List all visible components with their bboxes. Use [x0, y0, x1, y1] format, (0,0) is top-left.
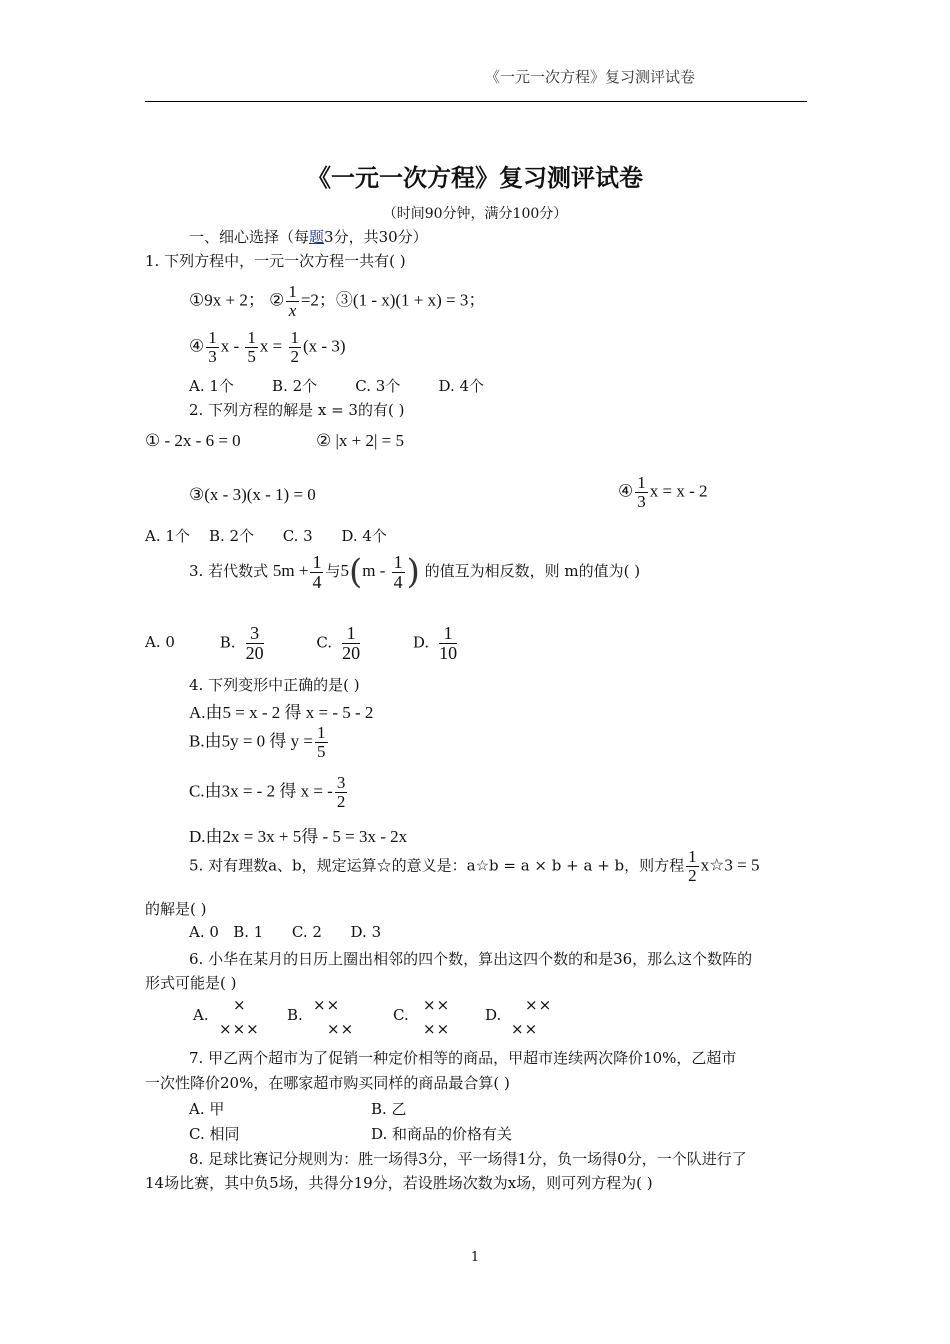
q5-options: A. 0 B. 1 C. 2 D. 3 — [189, 923, 382, 941]
fraction-numerator: 1 — [288, 282, 297, 301]
q3-option-b-fraction — [246, 624, 264, 663]
q1-eq4-mid1: x - — [220, 336, 244, 356]
fraction-numerator: 3 — [336, 773, 346, 792]
q1-eq4-frac1 — [206, 329, 219, 366]
fraction-denominator: 3 — [637, 491, 646, 511]
running-header: 《一元一次方程》复习测评试卷 — [484, 68, 695, 86]
header-rule — [145, 101, 807, 102]
fraction-denominator: x — [288, 300, 297, 320]
q3-options — [145, 624, 459, 663]
q5-pre: 5. 对有理数a、b，规定运算☆的意义是：a☆b = a × b + a + b，则方程 — [189, 856, 685, 875]
q6-option-b-label: B. — [287, 1006, 303, 1024]
q3-post: 的值互为相反数，则 m的值为( ) — [424, 562, 641, 580]
q4-option-b-fraction — [315, 724, 328, 761]
fraction-numerator: 3 — [246, 624, 264, 644]
q6-option-c-top: ×× — [423, 996, 451, 1014]
fraction-denominator: 2 — [688, 865, 697, 885]
q3-option-b-label: B. — [219, 633, 236, 652]
fraction-denominator: 2 — [336, 791, 346, 811]
q6-option-a-top: × — [233, 996, 247, 1014]
q3-frac1 — [310, 553, 323, 592]
q3-option-c-fraction — [342, 624, 360, 663]
q4-stem: 4. 下列变形中正确的是( ) — [189, 676, 360, 694]
q1-eq1: ①9x + 2； — [189, 290, 265, 310]
fraction-denominator: 20 — [342, 642, 361, 663]
q4-option-b-text: B.由5y = 0 得 y = — [189, 731, 314, 751]
fraction-numerator: 1 — [688, 847, 697, 866]
q4-option-a: A.由5 = x - 2 得 x = - 5 - 2 — [189, 703, 374, 722]
q3-frac2 — [392, 553, 405, 592]
q3-mid: 与 — [325, 562, 341, 580]
q2-options: A. 1个 B. 2个 C. 3 D. 4个 — [145, 527, 387, 545]
q1-eq4-mid2: x = — [259, 336, 287, 356]
q6-option-c — [393, 996, 483, 1040]
q1-eq2-post: =2；③(1 - x)(1 + x) = 3； — [300, 290, 486, 310]
fraction-denominator: 5 — [247, 346, 256, 366]
q8-line1: 8. 足球比赛记分规则为：胜一场得3分，平一场得1分，负一场得0分，一个队进行了 — [189, 1150, 747, 1168]
q6-option-d — [485, 996, 575, 1040]
fraction-numerator: 1 — [208, 328, 217, 347]
q1-eq4-post: (x - 3) — [303, 336, 346, 356]
q2-eq4-pre: ④ — [618, 481, 634, 501]
q7-option-a: A. 甲 — [189, 1100, 225, 1118]
page-subtitle: （时间90分钟，满分100分） — [382, 206, 568, 222]
q5-fraction — [686, 848, 699, 885]
left-paren: ( — [348, 552, 363, 592]
fraction-numerator: 1 — [290, 328, 300, 347]
fraction-denominator: 20 — [245, 642, 264, 663]
q6-option-b-bottom: ×× — [327, 1020, 355, 1038]
q3-option-a: A. 0 — [145, 633, 175, 652]
q7-line2: 一次性降价20%，在哪家超市购买同样的商品最合算( ) — [145, 1074, 510, 1092]
right-paren: ) — [406, 552, 420, 592]
q6-option-c-label: C. — [393, 1006, 409, 1024]
q2-eq4-fraction — [635, 474, 648, 511]
q2-eq4-post: x = x - 2 — [649, 481, 708, 501]
q3-expr1: 5m + — [272, 561, 309, 580]
q7-option-c: C. 相同 — [189, 1125, 240, 1143]
fraction-numerator: 1 — [342, 624, 360, 644]
q6-option-c-bottom: ×× — [423, 1020, 451, 1038]
fraction-denominator: 4 — [312, 571, 322, 592]
q6-option-d-label: D. — [485, 1006, 502, 1024]
fraction-denominator: 5 — [317, 741, 326, 761]
fraction-numerator: 1 — [439, 624, 457, 644]
q7-line1: 7. 甲乙两个超市为了促销一种定价相等的商品，甲超市连续两次降价10%，乙超市 — [189, 1049, 737, 1067]
q1-stem: 1. 下列方程中，一元一次方程一共有( ) — [145, 252, 406, 270]
q1-eq4-frac3 — [289, 329, 302, 366]
section-heading-post: 3分，共30分） — [324, 228, 428, 246]
q7-option-b: B. 乙 — [371, 1100, 407, 1118]
q1-eq4-pre: ④ — [189, 336, 205, 356]
q1-eq4-frac2 — [245, 329, 258, 366]
q4-option-b — [189, 724, 330, 761]
q3-option-d-label: D. — [412, 633, 430, 652]
q3-option-d-fraction — [439, 624, 457, 663]
q5-line2: 的解是( ) — [145, 900, 207, 918]
q3-expr2b: m - — [362, 561, 390, 580]
q6-option-a — [193, 996, 283, 1040]
q6-line2: 形式可能是( ) — [145, 974, 237, 992]
q1-eq2-pre: ② — [269, 290, 285, 310]
q6-option-b-top: ×× — [313, 996, 341, 1014]
fraction-denominator: 3 — [208, 346, 217, 366]
q6-option-d-top: ×× — [525, 996, 553, 1014]
q1-eq2-fraction — [286, 283, 299, 320]
fraction-numerator: 1 — [247, 328, 256, 347]
q3-stem — [189, 552, 640, 592]
q6-option-b — [287, 996, 377, 1040]
q1-options: A. 1个 B. 2个 C. 3个 D. 4个 — [189, 377, 485, 395]
q3-expr2a: 5 — [340, 561, 349, 580]
q5-stem — [189, 848, 759, 885]
fraction-numerator: 1 — [637, 473, 646, 492]
q1-equations-line1 — [189, 283, 485, 320]
q6-option-a-label: A. — [193, 1006, 209, 1024]
q5-post: x☆3 = 5 — [700, 855, 760, 875]
q3-option-c-label: C. — [316, 633, 333, 652]
fraction-denominator: 10 — [439, 642, 458, 663]
q2-eq1: ① - 2x - 6 = 0 — [145, 431, 241, 450]
q2-eq4 — [618, 474, 708, 511]
section-heading — [189, 226, 428, 247]
section-heading-pre: 一、细心选择（每 — [189, 228, 310, 246]
q4-option-c-text: C.由3x = - 2 得 x = - — [189, 781, 333, 801]
q8-line2: 14场比赛，其中负5场，共得分19分，若设胜场次数为x场，则可列方程为( ) — [145, 1174, 653, 1192]
q2-stem: 2. 下列方程的解是 x = 3的有( ) — [189, 401, 405, 419]
page-number: 1 — [470, 1250, 480, 1265]
q2-eq2: ② |x + 2| = 5 — [316, 431, 404, 450]
q2-eq3: ③(x - 3)(x - 1) = 0 — [189, 485, 316, 504]
q6-line1: 6. 小华在某月的日历上圈出相邻的四个数，算出这四个数的和是36，那么这个数阵的 — [189, 950, 753, 968]
section-heading-link[interactable]: 题 — [309, 228, 325, 246]
q6-option-a-bottom: ××× — [219, 1020, 260, 1038]
q4-option-c — [189, 774, 349, 811]
fraction-denominator: 4 — [393, 571, 403, 592]
fraction-numerator: 1 — [317, 723, 326, 742]
q4-option-d: D.由2x = 3x + 5得 - 5 = 3x - 2x — [189, 827, 408, 846]
q4-option-c-fraction — [335, 774, 348, 811]
q1-equation4 — [189, 329, 346, 366]
page-title: 《一元一次方程》复习测评试卷 — [307, 164, 643, 192]
q7-option-d: D. 和商品的价格有关 — [371, 1125, 513, 1143]
fraction-numerator: 1 — [312, 551, 322, 572]
q3-pre: 3. 若代数式 — [189, 562, 269, 580]
fraction-numerator: 1 — [393, 551, 403, 572]
fraction-denominator: 2 — [290, 346, 300, 366]
q6-option-d-bottom: ×× — [511, 1020, 539, 1038]
